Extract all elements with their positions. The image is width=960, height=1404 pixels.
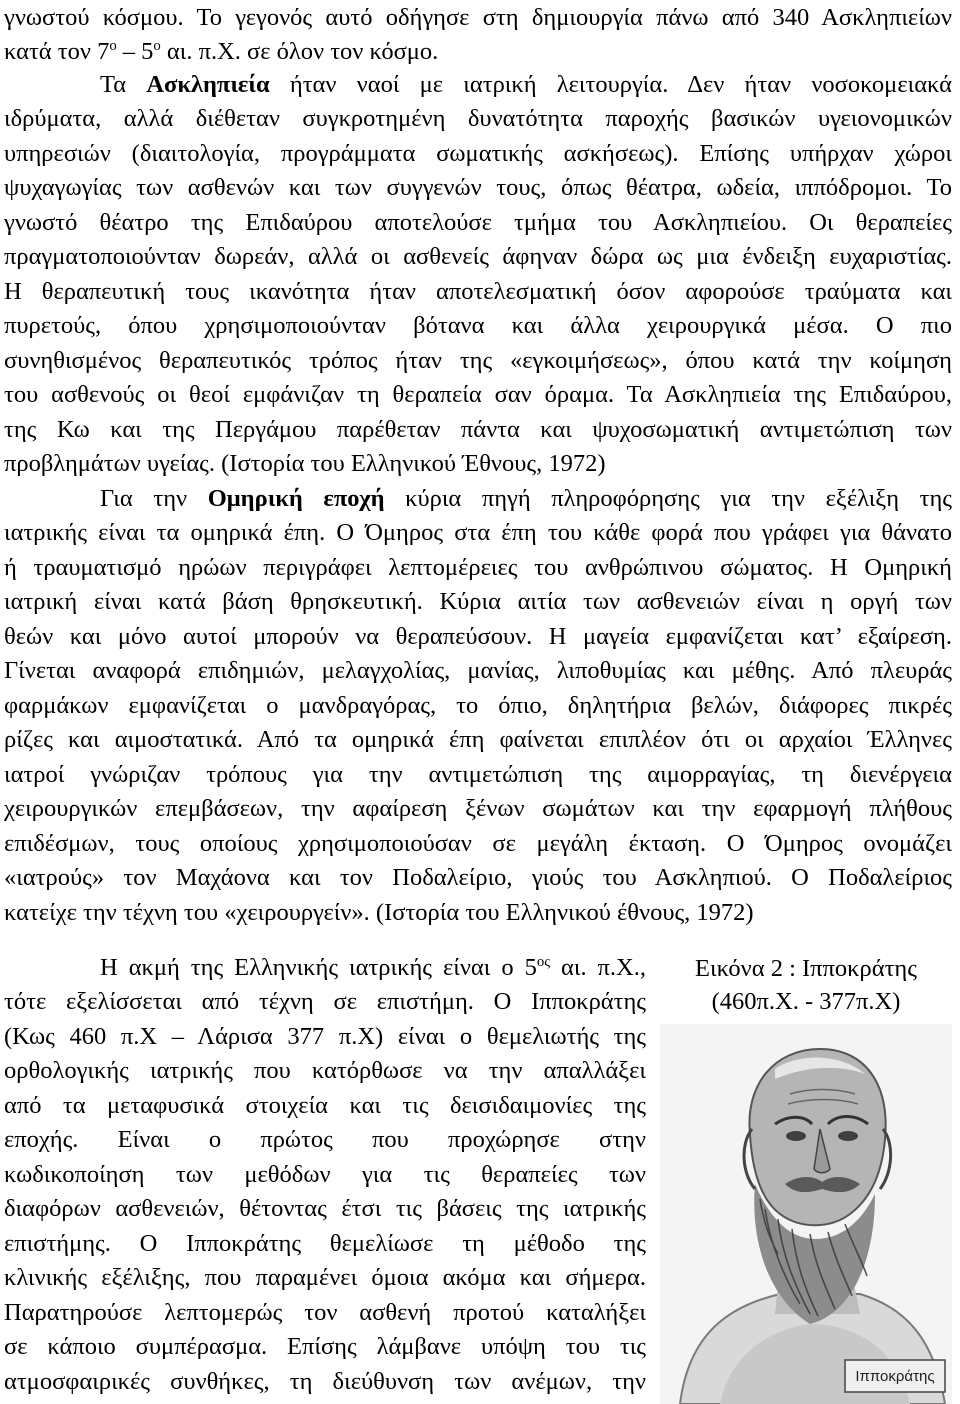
text-line: Για την Ομηρική εποχή κύρια πηγή πληροφόρησης για την εξέλιξη της xyxy=(100,485,953,512)
text-line: πραγματοποιούνταν δωρεάν, αλλά οι ασθενείς άφηναν δώρα ως μια ένδειξη ευχαριστίας. xyxy=(4,243,952,270)
hippocrates-bust-image xyxy=(660,1024,952,1404)
text-line: ατμοσφαιρικές συνθήκες, τη διεύθυνση των ανέμων, την xyxy=(4,1368,646,1395)
text-line: ορθολογικής ιατρικής που κατόρθωσε να την απαλλάξει xyxy=(4,1057,646,1084)
text-line: ιδρύματα, αλλά διέθεταν συγκροτημένη δυνατότητα παροχής βασικών υγειονομικών xyxy=(4,105,952,132)
text-line: γνωστού κόσμου. Το γεγονός αυτό οδήγησε στη δημιουργία πάνω από 340 Ασκληπιείων xyxy=(4,4,952,31)
text-line: επιδέσμων, τους οποίους χρησιμοποιούσαν σε μεγάλη έκταση. Ο Όμηρος ονομάζει xyxy=(4,830,952,857)
text-line: από τα μεταφυσικά στοιχεία και τις δεισιδαιμονίες της xyxy=(4,1092,646,1119)
text-line: γνωστό θέατρο της Επιδαύρου αποτελούσε τμήμα του Ασκληπιείου. Οι θεραπείες xyxy=(4,209,952,236)
text-line: (Κως 460 π.Χ – Λάρισα 377 π.Χ) είναι ο θεμελιωτής της xyxy=(4,1023,646,1050)
text-line: κλινικής εξέλιξης, που παραμένει όμοια ακόμα και σήμερα. xyxy=(4,1264,646,1291)
text-line: προβλημάτων υγείας. (Ιστορία του Ελληνικού Έθνους, 1972) xyxy=(4,450,606,477)
text-line: πυρετούς, όπου χρησιμοποιούνταν βότανα και άλλα χειρουργικά μέσα. Ο πιο xyxy=(4,312,952,339)
text-line: συνηθισμένος θεραπευτικός τρόπος ήταν της «εγκοιμήσεως», όπου κατά την κοίμηση xyxy=(4,347,952,374)
text-line: κατά τον $7^o - 5^o$ αι. π.Χ. σε όλον τον κόσμο. xyxy=(4,37,439,65)
text-line: ιατροί γνώριζαν τρόπους για την αντιμετώπιση της αιμορραγίας, τη διενέργεια xyxy=(4,761,952,788)
text-line: τότε εξελίσσεται από τέχνη σε επιστήμη. Ο Ιπποκράτης xyxy=(4,988,646,1015)
text-line: φαρμάκων εμφανίζεται ο μανδραγόρας, το όπιο, δηλητήρια βελών, διάφορες πικρές xyxy=(4,692,952,719)
text-line: Γίνεται αναφορά επιδημιών, μελαγχολίας, μανίας, λιποθυμίας και μέθης. Από πλευράς xyxy=(4,657,952,684)
text-line: του ασθενούς οι θεοί εμφάνιζαν τη θεραπεία σαν όραμα. Τα Ασκληπιεία της Επιδαύρου, xyxy=(4,381,952,408)
text-line: χειρουργικών επεμβάσεων, την αφαίρεση ξένων σωμάτων και την εφαρμογή πλήθους xyxy=(4,795,952,822)
text-line: «ιατρούς» τον Μαχάονα και τον Ποδαλείριο, γιούς του Ασκληπιού. Ο Ποδαλείριος xyxy=(4,864,952,891)
figure-caption-title: Εικόνα 2 : Ιπποκράτης xyxy=(695,955,917,982)
text-line: Η θεραπευτική τους ικανότητα ήταν αποτελεσματική όσον αφορούσε τραύματα και xyxy=(4,278,952,305)
text-line: επιστήμης. Ο Ιπποκράτης θεμελίωσε τη μέθοδο της xyxy=(4,1230,646,1257)
text-line: διαφόρων ασθενειών, θέτοντας έτσι τις βάσεις της ιατρικής xyxy=(4,1195,646,1222)
text-line: κατείχε την τέχνη του «χειρουργείν». (Ιστορία του Ελληνικού έθνους, 1972) xyxy=(4,899,754,926)
text-line: ρίζες και αιμοστατικά. Από τα ομηρικά έπη φαίνεται επιπλέον ότι οι αρχαίοι Έλληνες xyxy=(4,726,952,753)
text-line: ιατρικής είναι τα ομηρικά έπη. Ο Όμηρος στα έπη του κάθε φορά που γράφει για θάνατο xyxy=(4,519,952,546)
figure xyxy=(660,952,952,1404)
text-line: ή τραυματισμό ηρώων περιγράφει λεπτομέρειες του ανθρώπινου σώματος. Η Ομηρική xyxy=(4,554,952,581)
text-line: Η ακμή της Ελληνικής ιατρικής είναι ο $5^{o\varsigma}$ αι. π.Χ., xyxy=(100,953,646,981)
text-line: κωδικοποίηση των μεθόδων για τις θεραπείες των xyxy=(4,1161,646,1188)
text-line: της Κω και της Περγάμου παρέθεταν πάντα και ψυχοσωματική αντιμετώπιση των xyxy=(4,416,952,443)
text-line: Τα Ασκληπιεία ήταν ναοί με ιατρική λειτουργία. Δεν ήταν νοσοκομειακά xyxy=(100,71,952,98)
text-line: σε κάποιο συμπέρασμα. Επίσης λάμβανε υπόψη του τις xyxy=(4,1333,646,1360)
plaque-text: Ιπποκράτης xyxy=(855,1368,935,1385)
text-line: υπηρεσιών (διαιτολογία, προγράμματα σωματικής ασκήσεως). Επίσης υπήρχαν χώροι xyxy=(4,140,952,167)
text-line: θεών και μόνο αυτοί μπορούν να θεραπεύσουν. Η μαγεία εμφανίζεται κατ’ εξαίρεση. xyxy=(4,623,952,650)
figure-caption-dates: (460π.Χ. - 377π.Χ) xyxy=(711,988,901,1015)
text-line: Παρατηρούσε λεπτομερώς τον ασθενή προτού καταλήξει xyxy=(4,1299,646,1326)
text-line: εποχής. Είναι ο πρώτος που προχώρησε στην xyxy=(4,1126,646,1153)
figure-caption xyxy=(660,952,952,1018)
text-line: ιατρική είναι κατά βάση θρησκευτική. Κύρια αιτία των ασθενειών είναι η οργή των xyxy=(4,588,952,615)
text-line: ψυχαγωγίας των ασθενών και των συγγενών τους, όπως θέατρα, ωδεία, ιππόδρομοι. Το xyxy=(4,174,952,201)
